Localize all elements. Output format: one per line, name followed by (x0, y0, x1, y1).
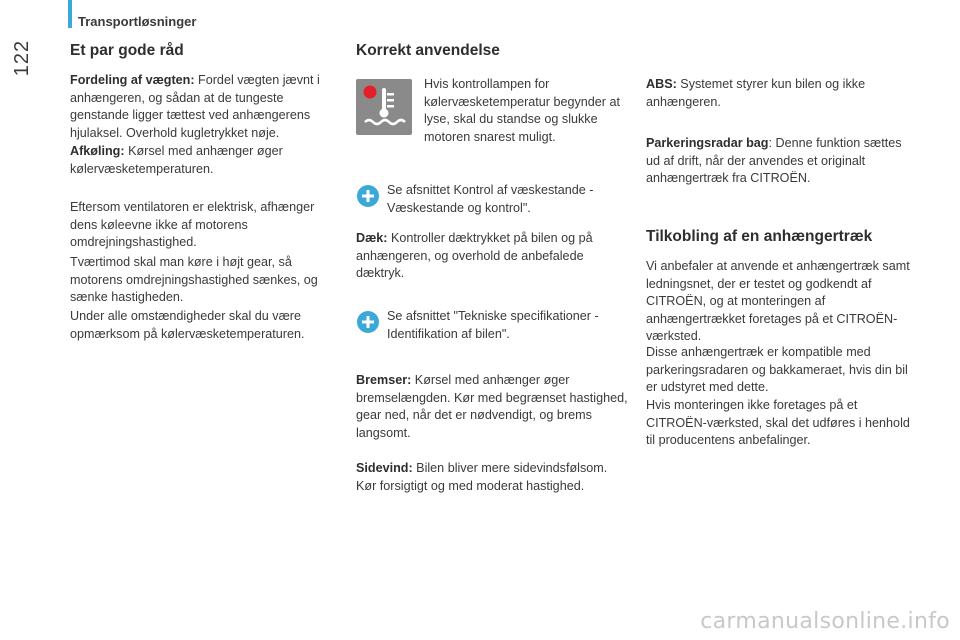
heading-korrekt-anvendelse: Korrekt anvendelse (356, 42, 500, 59)
paragraph-abs (646, 76, 918, 111)
paragraph-installation: Hvis monteringen ikke foretages på et CITROËN-værksted, skal det udføres i henhold til producentens anbefalinger. (646, 398, 910, 448)
paragraph-recommendation: Vi anbefaler at anvende et anhængertræk samt ledningsnet, der er testet og godkendt af CITROËN, og at monteringen af anhængertrækket foretages på et CITROËN-værksted. (646, 259, 910, 344)
paragraph-crosswind (356, 460, 628, 495)
tyres-text: Kontroller dæktrykket på bilen og på anhængeren, og overhold de anbefalede dæktryk. (356, 231, 593, 281)
paragraph-cooling (70, 143, 340, 178)
crosswind-text: Bilen bliver mere sidevindsfølsom. Kør forsigtigt og med moderat hastighed. (356, 461, 608, 493)
crosswind-label: Sidevind: (356, 461, 413, 475)
page-number: 122 (10, 39, 33, 77)
paragraph-parking-radar (646, 135, 918, 188)
reference-fluid-levels: Se afsnittet Kontrol af væskestande - Væskestande og kontrol". (387, 183, 594, 215)
paragraph-fan: Eftersom ventilatoren er elektrisk, afhænger dens køleevne ikke af motorens omdrejningshastighed. (70, 200, 315, 250)
paragraph-compatibility: Disse anhængertræk er kompatible med parkeringsradaren og bakkameraet, hvis din bil er udstyret med dette. (646, 345, 908, 395)
tyres-label: Dæk: (356, 231, 388, 245)
parking-radar-label: Parkeringsradar bag (646, 136, 769, 150)
paragraph-monitor: Under alle omstændigheder skal du være opmærksom på kølervæsketemperaturen. (70, 309, 305, 341)
cooling-label: Afkøling: (70, 144, 125, 158)
brakes-text: Kørsel med anhænger øger bremselængden. Kør med begrænset hastighed, gear ned, når det er nødvendigt, og brems langsomt. (356, 373, 628, 440)
section-title: Transportløsninger (78, 14, 197, 29)
paragraph-brakes (356, 372, 628, 442)
info-plus-icon (357, 311, 379, 333)
paragraph-tyres (356, 230, 628, 283)
info-plus-icon (357, 185, 379, 207)
weight-label: Fordeling af vægten: (70, 73, 195, 87)
reference-technical-specs: Se afsnittet "Tekniske specifikationer - Identifikation af bilen". (387, 309, 599, 341)
coolant-temperature-warning-icon (356, 79, 412, 135)
warning-text: Hvis kontrollampen for kølervæsketemperatur begynder at lyse, skal du standse og slukke motoren snarest muligt. (424, 77, 620, 144)
heading-gode-raad: Et par gode råd (70, 42, 184, 59)
brakes-label: Bremser: (356, 373, 412, 387)
paragraph-weight (70, 72, 340, 142)
abs-text: Systemet styrer kun bilen og ikke anhængeren. (646, 77, 866, 109)
watermark: carmanualsonline.info (700, 609, 950, 634)
abs-label: ABS: (646, 77, 677, 91)
heading-tilkobling: Tilkobling af en anhængertræk (646, 228, 873, 245)
weight-text: Fordel vægten jævnt i anhængeren, og sådan at de tungeste genstande ligger tættest ved anhængerens hjulaksel. Overhold kugletrykket nøje. (70, 73, 320, 140)
header-accent-bar (68, 0, 72, 28)
cooling-text: Kørsel med anhænger øger kølervæsketemperaturen. (70, 144, 283, 176)
parking-radar-text: : Denne funktion sættes ud af drift, når der anvendes et originalt anhængertræk fra CITROËN. (646, 136, 902, 186)
paragraph-gear: Tværtimod skal man køre i højt gear, så motorens omdrejningshastighed sænkes, og sænke hastigheden. (70, 255, 318, 305)
